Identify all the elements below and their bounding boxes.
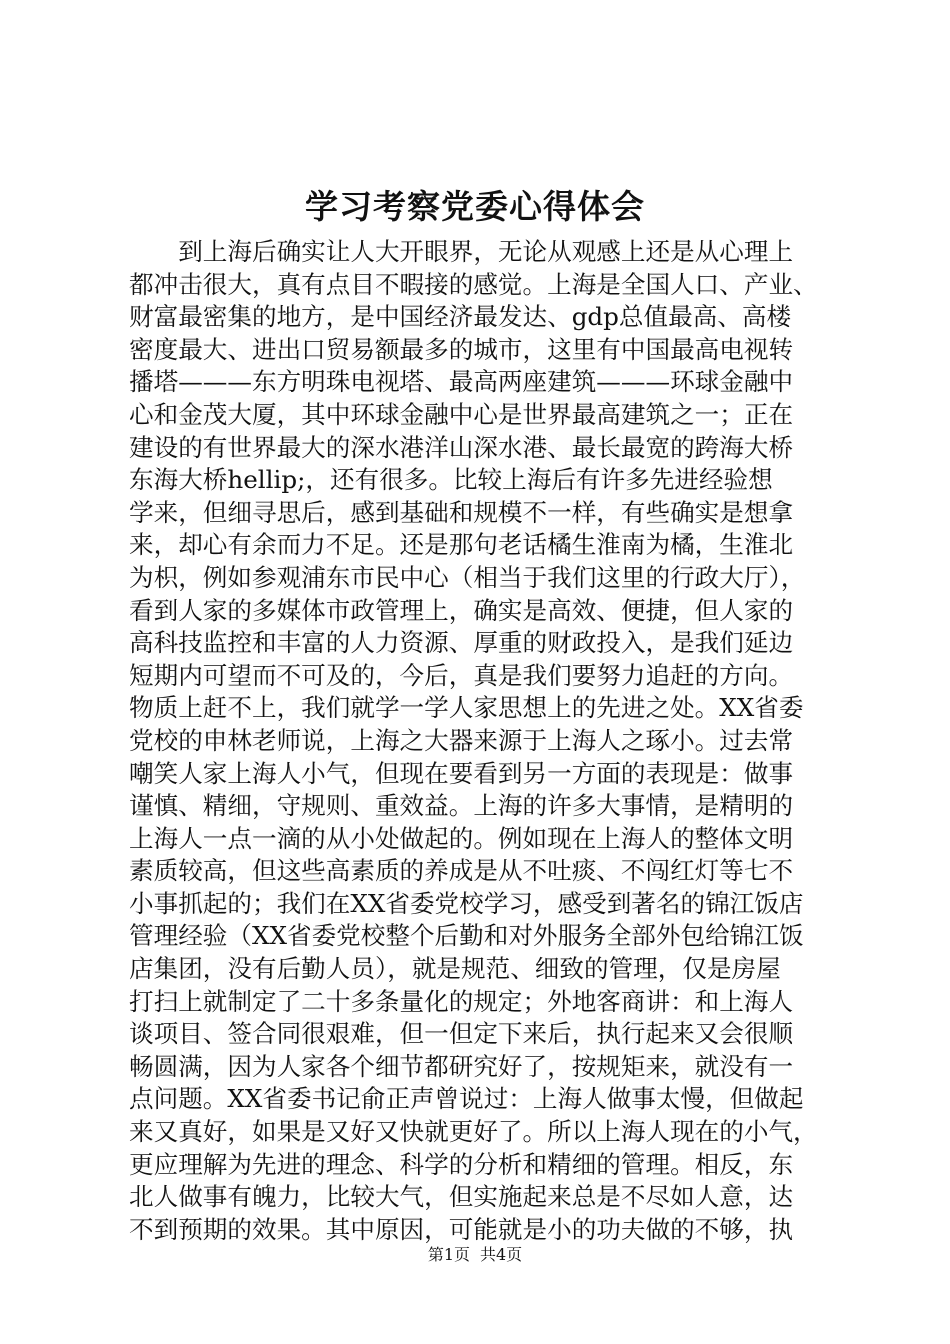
page-footer bbox=[0, 1243, 950, 1267]
body-line: 谨慎、精细，守规则、重效益。上海的许多大事情，是精明的 bbox=[129, 791, 794, 821]
page-number-total: 共4页 bbox=[480, 1245, 523, 1264]
body-line: 北人做事有魄力，比较大气，但实施起来总是不尽如人意，达 bbox=[129, 1182, 794, 1212]
body-line: 高科技监控和丰富的人力资源、厚重的财政投入，是我们延边 bbox=[129, 628, 794, 658]
body-line: 看到人家的多媒体市政管理上，确实是高效、便捷，但人家的 bbox=[129, 595, 794, 625]
body-line: 财富最密集的地方，是中国经济最发达、gdp总值最高、高楼 bbox=[129, 302, 792, 332]
body-line: 学来，但细寻思后，感到基础和规模不一样，有些确实是想拿 bbox=[129, 497, 794, 527]
body-line: 东海大桥hellip;，还有很多。比较上海后有许多先进经验想 bbox=[129, 465, 773, 495]
body-line: 建设的有世界最大的深水港洋山深水港、最长最宽的跨海大桥 bbox=[129, 432, 794, 462]
body-line: 小事抓起的；我们在XX省委党校学习，感受到著名的锦江饭店 bbox=[129, 888, 804, 918]
body-line: 打扫上就制定了二十多条量化的规定；外地客商讲：和上海人 bbox=[129, 986, 794, 1016]
body-line: 素质较高，但这些高素质的养成是从不吐痰、不闯红灯等七不 bbox=[129, 856, 794, 886]
page-number-current: 第1页 bbox=[427, 1245, 470, 1264]
body-line: 短期内可望而不可及的，今后，真是我们要努力追赶的方向。 bbox=[129, 660, 794, 690]
body-line: 店集团，没有后勤人员），就是规范、细致的管理，仅是房屋 bbox=[129, 954, 781, 984]
body-line: 管理经验（XX省委党校整个后勤和对外服务全部外包给锦江饭 bbox=[129, 921, 804, 951]
body-line: 嘲笑人家上海人小气，但现在要看到另一方面的表现是：做事 bbox=[129, 758, 794, 788]
body-line: 更应理解为先进的理念、科学的分析和精细的管理。相反，东 bbox=[129, 1149, 794, 1179]
body-line: 谈项目、签合同很艰难，但一但定下来后，执行起来又会很顺 bbox=[129, 1019, 794, 1049]
body-line: 来又真好，如果是又好又快就更好了。所以上海人现在的小气， bbox=[129, 1117, 818, 1147]
body-line: 都冲击很大，真有点目不暇接的感觉。上海是全国人口、产业、 bbox=[129, 269, 818, 299]
body-line: 播塔———东方明珠电视塔、最高两座建筑———环球金融中 bbox=[129, 367, 794, 397]
body-line: 为枳，例如参观浦东市民中心（相当于我们这里的行政大厅）， bbox=[129, 562, 806, 592]
body-line: 畅圆满，因为人家各个细节都研究好了，按规矩来，就没有一 bbox=[129, 1051, 794, 1081]
body-line: 党校的申林老师说，上海之大器来源于上海人之琢小。过去常 bbox=[129, 725, 794, 755]
body-line: 密度最大、进出口贸易额最多的城市，这里有中国最高电视转 bbox=[129, 334, 794, 364]
document-title: 学习考察党委心得体会 bbox=[305, 187, 645, 226]
body-line: 来，却心有余而力不足。还是那句老话橘生淮南为橘，生淮北 bbox=[129, 530, 794, 560]
body-line: 物质上赶不上，我们就学一学人家思想上的先进之处。XX省委 bbox=[129, 693, 804, 723]
body-line: 上海人一点一滴的从小处做起的。例如现在上海人的整体文明 bbox=[129, 823, 794, 853]
body-line: 心和金茂大厦，其中环球金融中心是世界最高建筑之一；正在 bbox=[129, 399, 794, 429]
body-line: 到上海后确实让人大开眼界，无论从观感上还是从心理上 bbox=[129, 237, 794, 266]
document-body bbox=[129, 236, 825, 1246]
body-line: 不到预期的效果。其中原因，可能就是小的功夫做的不够，执 bbox=[129, 1214, 794, 1244]
body-line: 点问题。XX省委书记俞正声曾说过：上海人做事太慢，但做起 bbox=[129, 1084, 804, 1114]
